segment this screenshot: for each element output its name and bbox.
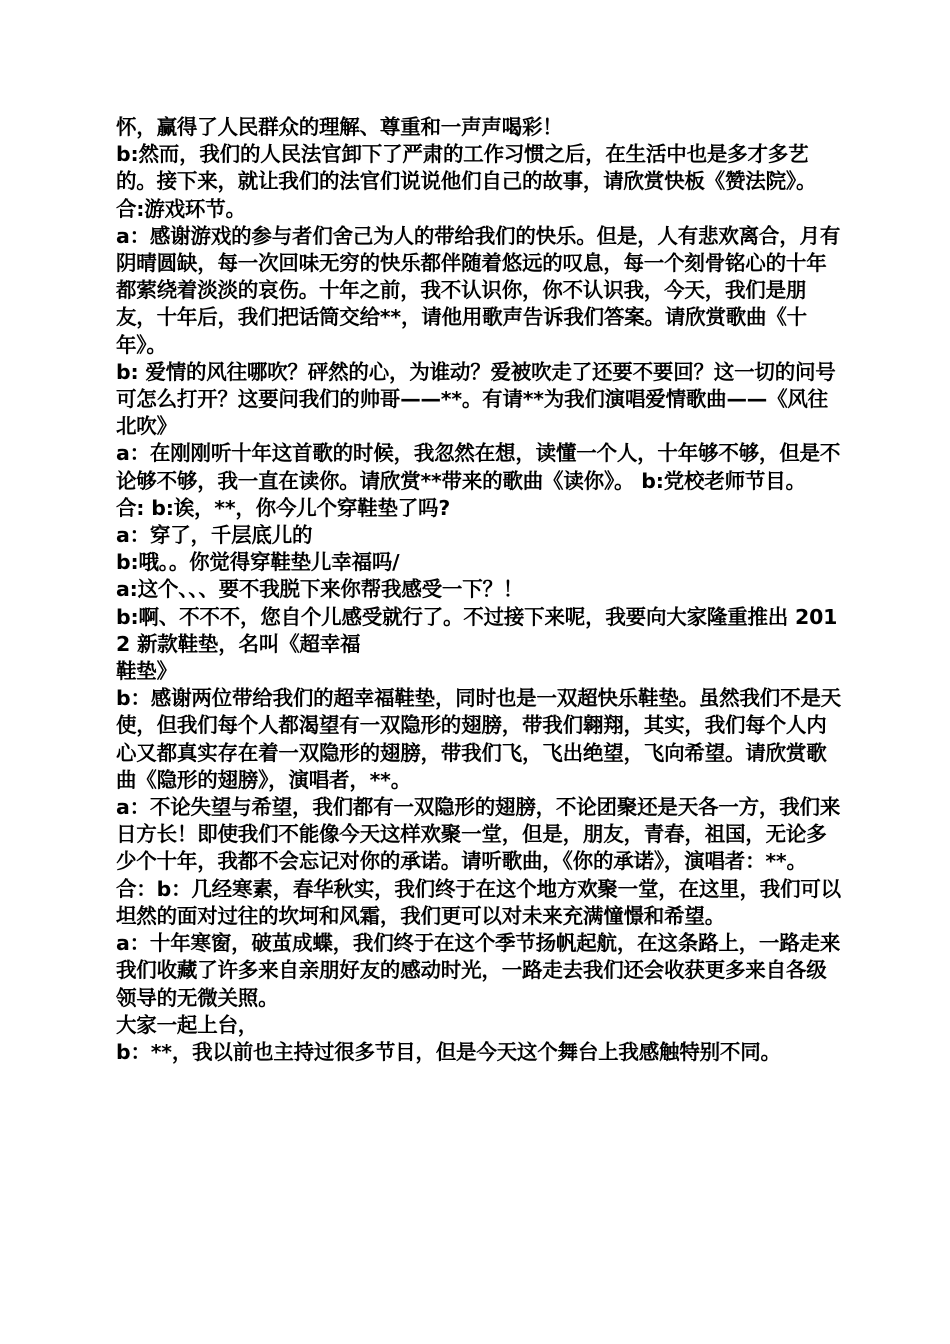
paragraph-5: b: 爱情的风往哪吹？砰然的心，为谁动？爱被吹走了还要不要回？这一切的问号可怎么打开？这要问我们的帅哥——**。有请**为我们演唱爱情歌曲——《风往北吹》 xyxy=(116,359,836,439)
paragraph-14: a：不论失望与希望，我们都有一双隐形的翅膀，不论团聚还是天各一方，我们来日方长！即使我们不能像今天这样欢聚一堂，但是，朋友，青春，祖国，无论多少个十年，我都不会忘记对你的承诺。请听歌曲，《你的承诺》，演唱者：**。 xyxy=(116,795,841,874)
paragraph-12: 鞋垫》 xyxy=(116,659,177,684)
paragraph-18: b：**，我以前也主持过很多节目，但是今天这个舞台上我感触特别不同。 xyxy=(116,1039,781,1064)
paragraph-7: 合: b:诶，**，你今儿个穿鞋垫了吗? xyxy=(116,495,451,520)
paragraph-13: b：感谢两位带给我们的超幸福鞋垫，同时也是一双超快乐鞋垫。虽然我们不是天使，但我们每个人都渴望有一双隐形的翅膀，带我们翱翔，其实，我们每个人内心又都真实存在着一双隐形的翅膀，带我们飞，飞出绝望，飞向希望。请欣赏歌曲《隐形的翅膀》，演唱者，**。 xyxy=(116,686,841,792)
paragraph-10: a:这个、、、要不我脱下来你帮我感受一下？！ xyxy=(116,577,524,602)
paragraph-1: 怀，赢得了人民群众的理解、尊重和一声声喝彩！ xyxy=(116,115,563,139)
paragraph-17: 大家一起上台， xyxy=(116,1012,259,1037)
paragraph-2: b:然而，我们的人民法官卸下了严肃的工作习惯之后，在生活中也是多才多艺的。接下来，就让我们的法官们说说他们自己的故事，请欣赏快板《赞法院》。 xyxy=(116,142,817,194)
paragraph-15: 合：b：几经寒素，春华秋实，我们终于在这个地方欢聚一堂，在这里，我们可以坦然的面对过往的坎坷和风霜，我们更可以对未来充满憧憬和希望。 xyxy=(116,876,841,928)
document-page xyxy=(116,114,846,1066)
paragraph-4: a：感谢游戏的参与者们舍己为人的带给我们的快乐。但是，人有悲欢离合，月有阴晴圆缺，每一次回味无穷的快乐都伴随着悠远的叹息，每一个刻骨铭心的十年都萦绕着淡淡的哀伤。十年之前，我不认识你，你不认识我，今天，我们是朋友，十年后，我们把话筒交给**，请他用歌声告诉我们答案。请欣赏歌曲《十年》。 xyxy=(116,223,841,357)
paragraph-9: b:哦。。你觉得穿鞋垫儿幸福吗/ xyxy=(116,550,400,575)
paragraph-16: a：十年寒窗，破茧成蝶，我们终于在这个季节扬帆起航，在这条路上，一路走来我们收藏了许多来自亲朋好友的感动时光，一路走去我们还会收获更多来自各级领导的无微关照。 xyxy=(116,931,841,1010)
paragraph-8: a：穿了，千层底儿的 xyxy=(116,523,313,548)
paragraph-6: a：在刚刚听十年这首歌的时候，我忽然在想，读懂一个人，十年够不够，但是不论够不够，我一直在读你。请欣赏**带来的歌曲《读你》。 b:党校老师节目。 xyxy=(116,441,841,493)
paragraph-11: b:啊、不不不，您自个儿感受就行了。不过接下来呢，我要向大家隆重推出 2012 新款鞋垫，名叫《超幸福 xyxy=(116,604,838,656)
paragraph-3: 合:游戏环节。 xyxy=(116,196,246,221)
